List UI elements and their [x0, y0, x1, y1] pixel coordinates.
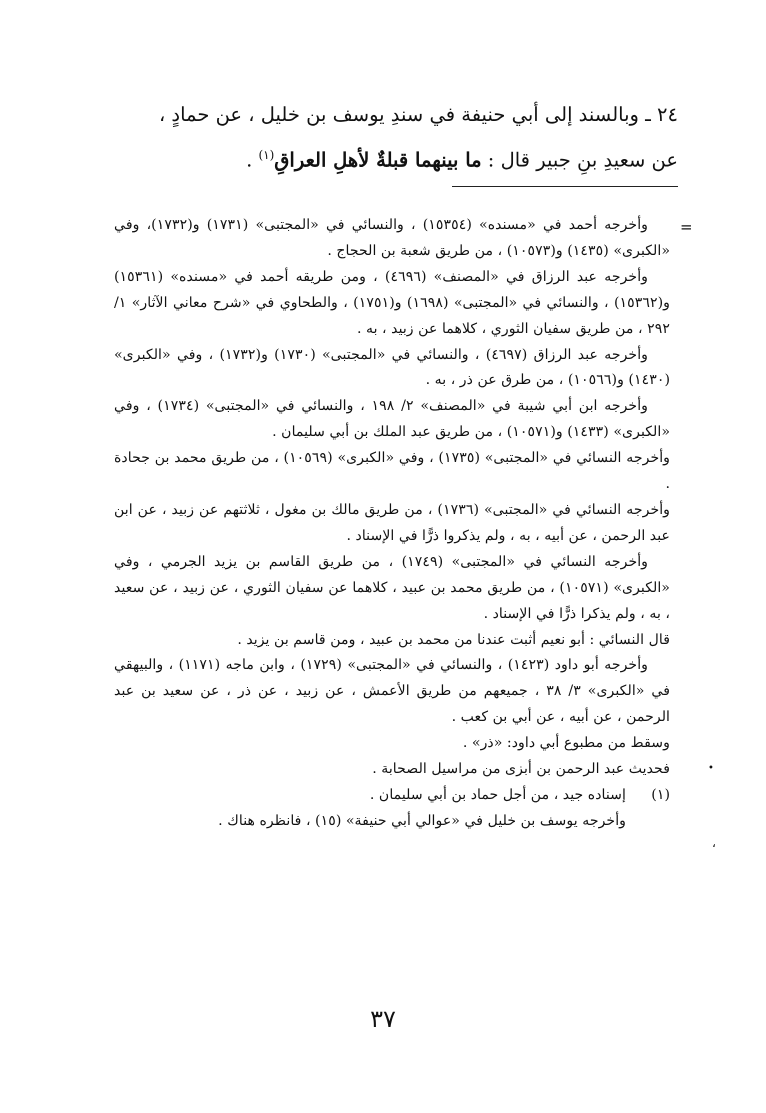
footnote-para: وأخرجه عبد الرزاق (٤٦٩٧) ، والنسائي في «المجتبى» (١٧٣٠) و(١٧٣٢) ، وفي «الكبرى» (١٤٣٠) و(١٠٥٦٦) ، من طرق عن ذر ، به . [114, 346, 670, 389]
footnote-1-body [114, 783, 626, 835]
margin-dot: • [708, 763, 714, 774]
main-text [78, 95, 678, 181]
hadith-chain: عن سعيدِ بنِ جبير قال : [481, 148, 678, 172]
footnote-para: قال النسائي : أبو نعيم أثبت عندنا من محمد بن عبيد ، ومن قاسم بن يزيد . [237, 631, 670, 648]
hadith-line-2-end: . [246, 148, 259, 172]
footnote-1-number: (١) [651, 786, 670, 803]
page-number: ٣٧ [370, 1005, 396, 1033]
footnote-para: وأخرجه ابن أبي شيبة في «المصنف» ٢/ ١٩٨ ، والنسائي في «المجتبى» (١٧٣٤) ، وفي «الكبرى» (١٤٣٣) و(١٠٥٧١) ، من طريق عبد الملك بن أبي سليمان . [114, 398, 670, 441]
footnote-para: وسقط من مطبوع أبي داود: «ذر» . [462, 735, 670, 752]
footnote-para: وأخرجه عبد الرزاق في «المصنف» (٤٦٩٦) ، ومن طريقه أحمد في «مسنده» (١٥٣٦١) و(١٥٣٦٢) ، والنسائي في «المجتبى» (١٦٩٨) و(١٧٥١) ، والطحاوي في «شرح معاني الآثار» ١/ ٢٩٢ ، من طريق سفيان الثوري ، كلاهما عن زبيد ، به . [114, 268, 670, 337]
footnote-para: وأخرجه النسائي في «المجتبى» (١٧٣٥) ، وفي «الكبرى» (١٠٥٦٩) ، من طريق محمد بن جحادة . [114, 450, 671, 493]
footnote-para: وأخرجه النسائي في «المجتبى» (١٧٣٦) ، من طريق مالك بن مغول ، ثلاثتهم عن زبيد ، عن ابن عبد الرحمن ، عن أبيه ، به ، ولم يذكروا ذرًّا في الإسناد . [114, 501, 671, 544]
continuation-mark: = [680, 218, 693, 236]
margin-tick: ، [712, 836, 716, 850]
hadith-line-1: ٢٤ ـ وبالسند إلى أبي حنيفة في سندِ يوسف بن خليل ، عن حمادٍ ، [158, 103, 678, 126]
footnote-para: وأخرجه النسائي في «المجتبى» (١٧٤٩) ، من طريق القاسم بن يزيد الجرمي ، وفي «الكبرى» (١٠٥٧١) ، من طريق محمد بن عبيد ، كلاهما عن سفيان الثوري ، عن زبيد ، عن سعيد ، به ، ولم يذكرا ذرًّا في الإسناد . [114, 553, 670, 622]
footnote-1-line: وأخرجه يوسف بن خليل في «عوالي أبي حنيفة» (١٥) ، فانظره هناك . [218, 812, 626, 829]
footnotes [114, 213, 670, 835]
footnote-para: فحديث عبد الرحمن بن أبزى من مراسيل الصحابة . [372, 761, 670, 778]
footnote-para: وأخرجه أبو داود (١٤٢٣) ، والنسائي في «المجتبى» (١٧٢٩) ، وابن ماجه (١١٧١) ، والبيهقي في «الكبرى» ٣/ ٣٨ ، جميعهم من طريق الأعمش ، عن زبيد ، عن ذر ، عن سعيد بن عبد الرحمن ، عن أبيه ، عن أبي بن كعب . [114, 657, 670, 726]
hadith-line-2 [78, 135, 678, 181]
footnote-ref-1: (١) [258, 148, 275, 162]
footnote-para: وأخرجه أحمد في «مسنده» (١٥٣٥٤) ، والنسائي في «المجتبى» (١٧٣١) و(١٧٣٢)، وفي «الكبرى» (١٤٣٥) و(١٠٥٧٣) ، من طريق شعبة بن الحجاج . [114, 217, 670, 259]
footnote-1-line: إسناده جيد ، من أجل حماد بن أبي سليمان . [369, 786, 626, 803]
footnote-separator [452, 186, 678, 187]
hadith-matn: ما بينهما قبلةٌ لأهلِ العراقِ [274, 148, 482, 172]
footnote-1 [114, 783, 670, 835]
